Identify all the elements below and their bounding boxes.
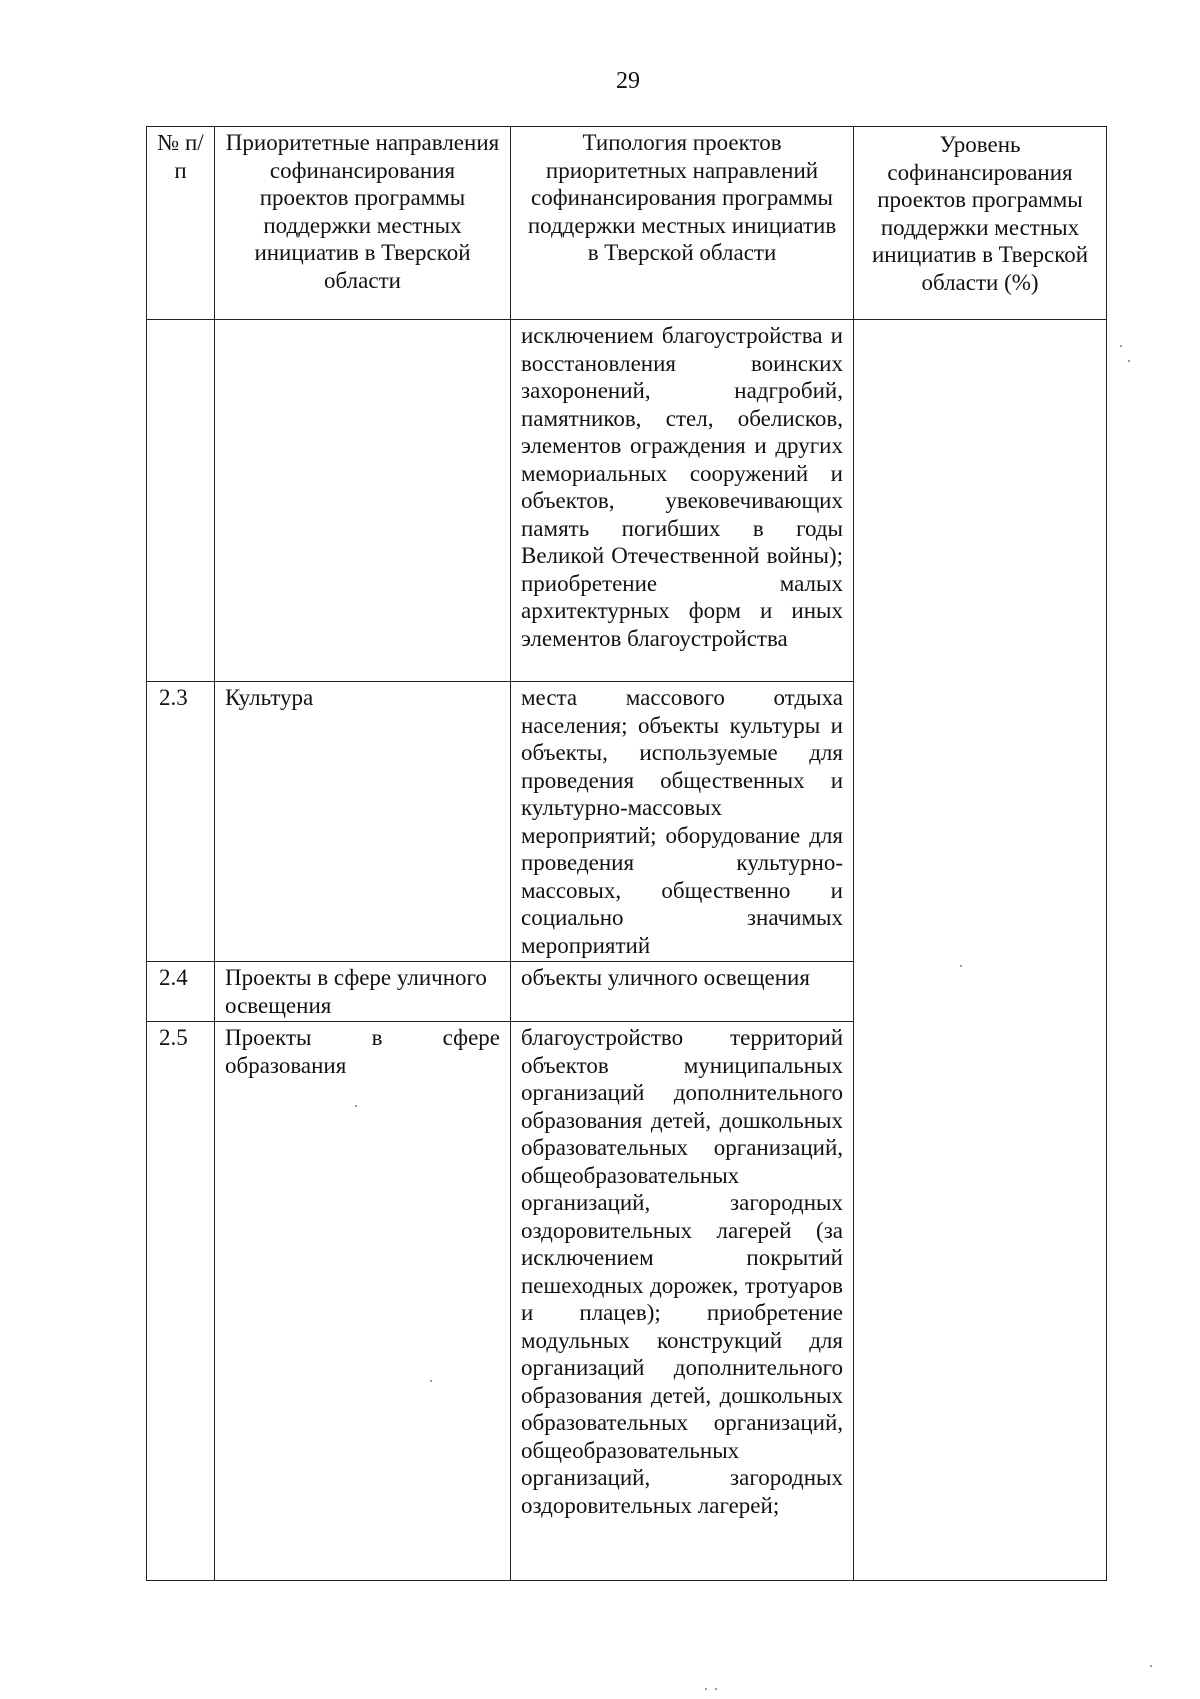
- header-typology: Типология проектов приоритетных направлений софинансирования программы поддержки местных инициатив в Тверской области: [511, 127, 854, 320]
- row-direction: [215, 320, 511, 682]
- row-typology: объекты уличного освещения: [511, 962, 854, 1022]
- row-direction: Проекты в сфере уличного освещения: [215, 962, 511, 1022]
- scan-speck: [705, 1688, 707, 1690]
- row-num: 2.4: [147, 962, 215, 1022]
- scan-speck: [715, 1688, 717, 1690]
- header-num: № п/п: [147, 127, 215, 320]
- scan-speck: [1150, 1665, 1152, 1667]
- row-level: [854, 320, 1107, 1581]
- table-header-row: [147, 127, 1107, 320]
- row-num: 2.3: [147, 682, 215, 962]
- page-number: 29: [616, 68, 640, 94]
- scan-speck: [355, 1105, 357, 1107]
- scan-speck: [1120, 345, 1122, 347]
- row-num: [147, 320, 215, 682]
- table-row: [147, 320, 1107, 682]
- scan-speck: [1128, 360, 1130, 362]
- header-level: Уровень софинансирования проектов программы поддержки местных инициатив в Тверской области (%): [854, 127, 1107, 320]
- row-num: 2.5: [147, 1022, 215, 1581]
- cofinancing-table: [146, 126, 1107, 1581]
- row-direction: Проекты в сфере образования: [215, 1022, 511, 1581]
- scan-speck: [960, 965, 962, 967]
- row-typology: исключением благоустройства и восстановления воинских захоронений, надгробий, памятников, стел, обелисков, элементов ограждения и других мемориальных сооружений и объектов, увековечивающих память погибших в годы Великой Отечественной войны); приобретение малых архитектурных форм и иных элементов благоустройства: [511, 320, 854, 682]
- header-directions: Приоритетные направления софинансирования проектов программы поддержки местных инициатив в Тверской области: [215, 127, 511, 320]
- scan-speck: [430, 1380, 432, 1382]
- row-typology: благоустройство территорий объектов муниципальных организаций дополнительного образования детей, дошкольных образовательных организаций, общеобразовательных организаций, загородных оздоровительных лагерей (за исключением покрытий пешеходных дорожек, тротуаров и плацев); приобретение модульных конструкций для организаций дополнительного образования детей, дошкольных образовательных организаций, общеобразовательных организаций, загородных оздоровительных лагерей;: [511, 1022, 854, 1581]
- row-direction: Культура: [215, 682, 511, 962]
- row-typology: места массового отдыха населения; объекты культуры и объекты, используемые для проведения общественных и культурно-массовых мероприятий; оборудование для проведения культурно-массовых, общественно и социально значимых мероприятий: [511, 682, 854, 962]
